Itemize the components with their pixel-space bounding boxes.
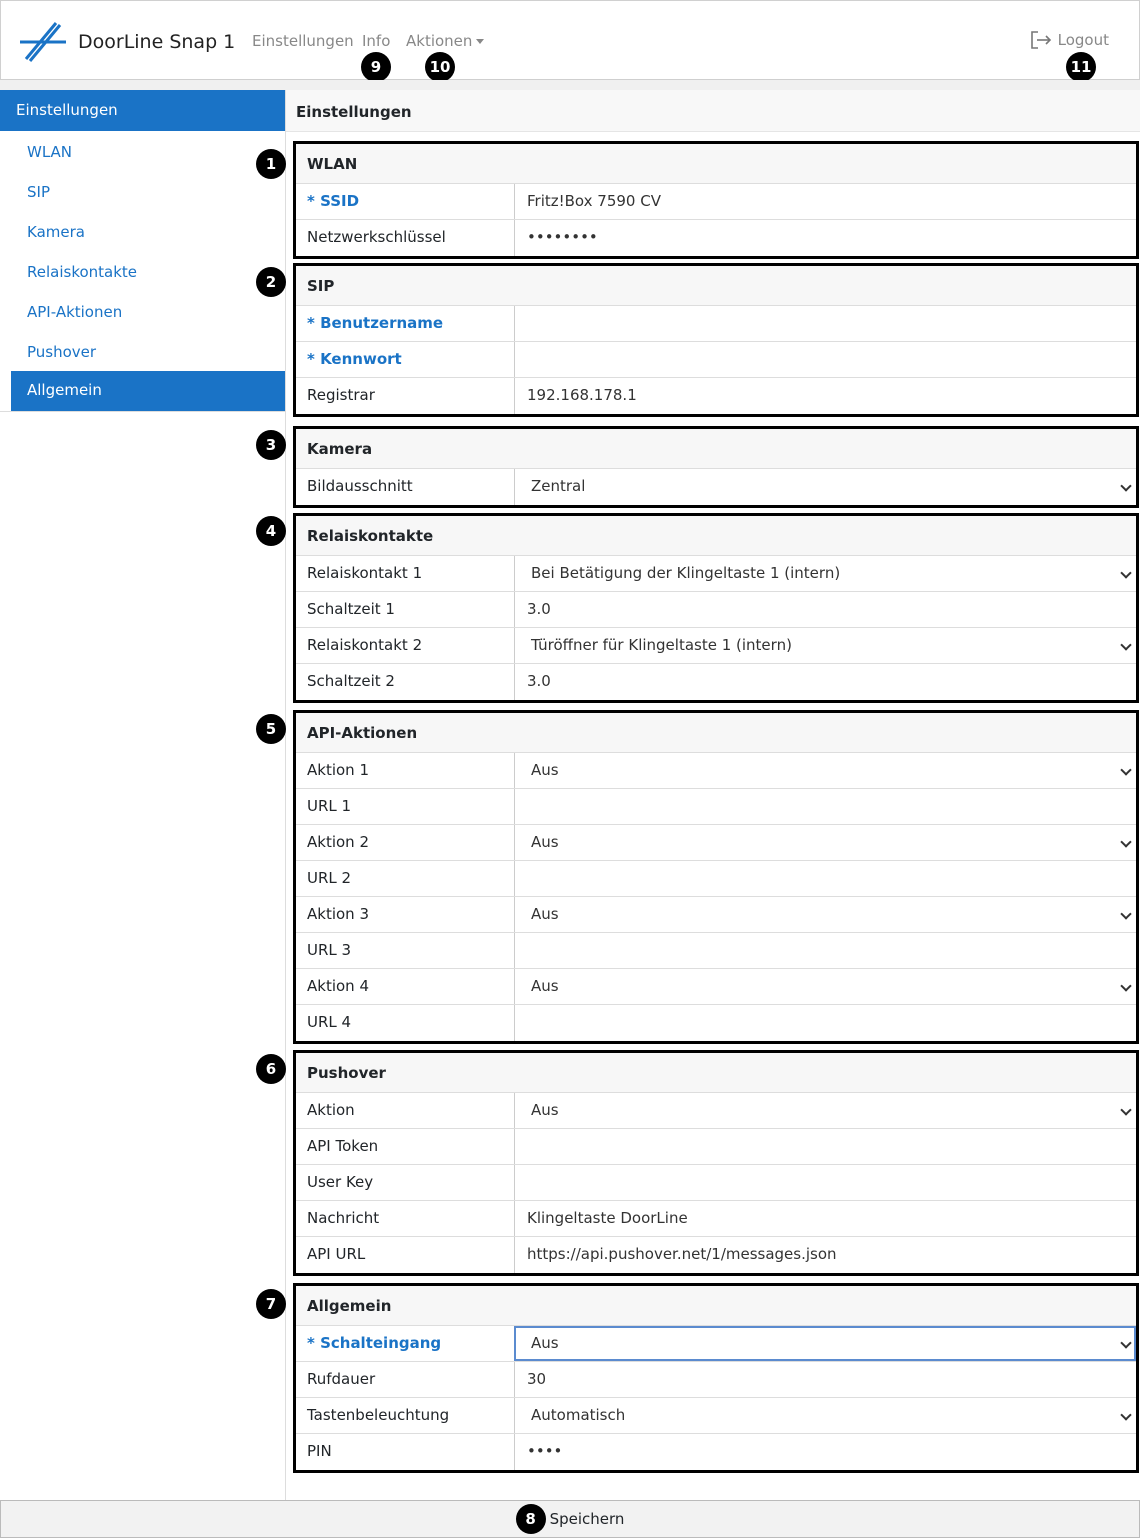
kamera-section-title: Kamera	[296, 429, 1136, 469]
relay-2-label: Relaiskontakt 2	[307, 636, 423, 654]
network-key-input[interactable]: ••••••••	[514, 220, 1136, 256]
logout-label: Logout	[1057, 31, 1109, 49]
url-3-input[interactable]	[514, 933, 1136, 968]
pushover-action-label: Aktion	[307, 1101, 355, 1119]
form-row	[296, 1362, 1136, 1398]
switch-time-2-input[interactable]: 3.0	[514, 664, 1136, 700]
image-crop-label: Bildausschnitt	[307, 477, 413, 495]
sip-username-input[interactable]	[514, 306, 1136, 341]
pushover-section-title: Pushover	[296, 1053, 1136, 1093]
nav-info-link[interactable]: Info	[362, 32, 391, 50]
sip-registrar-input[interactable]: 192.168.178.1	[514, 378, 1136, 414]
form-row	[296, 220, 1136, 256]
pushover-section	[293, 1050, 1139, 1276]
api-token-input[interactable]	[514, 1129, 1136, 1164]
call-duration-label: Rufdauer	[307, 1370, 376, 1388]
form-row	[296, 969, 1136, 1005]
form-row	[296, 933, 1136, 969]
form-row	[296, 1237, 1136, 1273]
message-input[interactable]: Klingeltaste DoorLine	[514, 1201, 1136, 1236]
save-button[interactable]	[0, 1500, 1140, 1538]
nav-actions-dropdown[interactable]	[406, 32, 484, 50]
url-1-input[interactable]	[514, 789, 1136, 824]
network-key-label: Netzwerkschlüssel	[307, 228, 446, 246]
relay-2-select[interactable]: Türöffner für Klingeltaste 1 (intern)	[514, 628, 1136, 663]
button-light-select[interactable]: Automatisch	[514, 1398, 1136, 1433]
brand[interactable]	[20, 19, 235, 65]
allgemein-section-title: Allgemein	[296, 1286, 1136, 1326]
navbar-separator	[0, 80, 1140, 90]
logout-link[interactable]	[1030, 30, 1109, 50]
wlan-section-title: WLAN	[296, 144, 1136, 184]
sidebar-item-allgemein[interactable]: Allgemein	[11, 371, 285, 411]
sip-password-label: * Kennwort	[307, 350, 402, 368]
relais-section-title: Relaiskontakte	[296, 516, 1136, 556]
form-row	[296, 789, 1136, 825]
url-4-input[interactable]	[514, 1005, 1136, 1041]
ssid-label: * SSID	[307, 192, 360, 210]
callout-badge-4: 4	[256, 516, 286, 546]
form-row	[296, 897, 1136, 933]
action-1-label: Aktion 1	[307, 761, 369, 779]
kamera-section	[293, 426, 1139, 508]
image-crop-select[interactable]: Zentral	[514, 469, 1136, 505]
callout-badge-8: 8	[516, 1504, 546, 1534]
switch-time-1-input[interactable]: 3.0	[514, 592, 1136, 627]
form-row	[296, 184, 1136, 220]
action-1-select[interactable]: Aus	[514, 753, 1136, 788]
ssid-input[interactable]: Fritz!Box 7590 CV	[514, 184, 1136, 219]
api-url-input[interactable]: https://api.pushover.net/1/messages.json	[514, 1237, 1136, 1273]
form-row	[296, 1201, 1136, 1237]
switch-time-1-label: Schaltzeit 1	[307, 600, 395, 618]
switch-input-select[interactable]: Aus	[514, 1326, 1136, 1361]
app-title: DoorLine Snap 1	[78, 31, 236, 53]
switch-time-2-label: Schaltzeit 2	[307, 672, 395, 690]
user-key-input[interactable]	[514, 1165, 1136, 1200]
sidebar-item-relaiskontakte[interactable]: Relaiskontakte	[27, 263, 138, 281]
form-row	[296, 1005, 1136, 1041]
sidebar-item-sip[interactable]: SIP	[27, 183, 50, 201]
form-row	[296, 592, 1136, 628]
callout-badge-9: 9	[361, 52, 391, 82]
api-token-label: API Token	[307, 1137, 379, 1155]
form-row	[296, 556, 1136, 592]
sidebar-header[interactable]: Einstellungen	[0, 90, 285, 131]
sip-password-input[interactable]	[514, 342, 1136, 377]
sidebar-item-api-aktionen[interactable]: API-Aktionen	[27, 303, 123, 321]
button-light-label: Tastenbeleuchtung	[307, 1406, 450, 1424]
api-url-label: API URL	[307, 1245, 366, 1263]
form-row	[296, 1129, 1136, 1165]
form-row	[296, 628, 1136, 664]
pin-label: PIN	[307, 1442, 332, 1460]
callout-badge-10: 10	[425, 52, 455, 82]
api-actions-section-title: API-Aktionen	[296, 713, 1136, 753]
switch-input-label: * Schalteingang	[307, 1334, 442, 1352]
url-2-input[interactable]	[514, 861, 1136, 896]
save-label: Speichern	[549, 1510, 625, 1528]
main-title: Einstellungen	[286, 90, 1140, 132]
action-3-label: Aktion 3	[307, 905, 369, 923]
relay-1-label: Relaiskontakt 1	[307, 564, 423, 582]
api-actions-section	[293, 710, 1139, 1044]
form-row	[296, 664, 1136, 700]
sidebar-item-kamera[interactable]: Kamera	[27, 223, 85, 241]
callout-badge-5: 5	[256, 714, 286, 744]
callout-badge-11: 11	[1066, 52, 1096, 82]
url-1-label: URL 1	[307, 797, 352, 815]
sip-username-label: * Benutzername	[307, 314, 444, 332]
form-row	[296, 469, 1136, 505]
sip-section	[293, 263, 1139, 417]
relais-section	[293, 513, 1139, 703]
form-row	[296, 342, 1136, 378]
form-row	[296, 1093, 1136, 1129]
nav-settings-link[interactable]: Einstellungen	[252, 32, 354, 50]
form-row	[296, 378, 1136, 414]
callout-badge-2: 2	[256, 267, 286, 297]
logout-icon	[1030, 30, 1052, 50]
call-duration-input[interactable]: 30	[514, 1362, 1136, 1397]
relay-1-select[interactable]: Bei Betätigung der Klingeltaste 1 (intern)	[514, 556, 1136, 591]
callout-badge-7: 7	[256, 1289, 286, 1319]
message-label: Nachricht	[307, 1209, 380, 1227]
action-3-select[interactable]: Aus	[514, 897, 1136, 932]
url-4-label: URL 4	[307, 1013, 352, 1031]
form-row	[296, 1165, 1136, 1201]
caret-down-icon	[476, 39, 484, 44]
action-4-label: Aktion 4	[307, 977, 369, 995]
callout-badge-6: 6	[256, 1054, 286, 1084]
pushover-action-select[interactable]: Aus	[514, 1093, 1136, 1128]
form-row	[296, 306, 1136, 342]
sidebar-divider	[0, 411, 285, 412]
callout-badge-3: 3	[256, 430, 286, 460]
url-2-label: URL 2	[307, 869, 352, 887]
top-navbar	[0, 0, 1140, 80]
allgemein-section	[293, 1283, 1139, 1473]
sidebar-item-wlan[interactable]: WLAN	[27, 143, 73, 161]
user-key-label: User Key	[307, 1173, 374, 1191]
sidebar	[0, 90, 286, 1500]
action-2-select[interactable]: Aus	[514, 825, 1136, 860]
form-row	[296, 861, 1136, 897]
action-4-select[interactable]: Aus	[514, 969, 1136, 1004]
pin-input[interactable]: ••••	[514, 1434, 1136, 1470]
url-3-label: URL 3	[307, 941, 352, 959]
form-row	[296, 825, 1136, 861]
form-row	[296, 1398, 1136, 1434]
sidebar-item-pushover[interactable]: Pushover	[27, 343, 97, 361]
sip-section-title: SIP	[296, 266, 1136, 306]
callout-badge-1: 1	[256, 149, 286, 179]
form-row	[296, 753, 1136, 789]
wlan-section	[293, 141, 1139, 259]
doorline-logo-icon	[20, 19, 66, 65]
sip-registrar-label: Registrar	[307, 386, 375, 404]
form-row	[296, 1326, 1136, 1362]
action-2-label: Aktion 2	[307, 833, 369, 851]
form-row	[296, 1434, 1136, 1470]
nav-actions-label: Aktionen	[406, 32, 473, 50]
